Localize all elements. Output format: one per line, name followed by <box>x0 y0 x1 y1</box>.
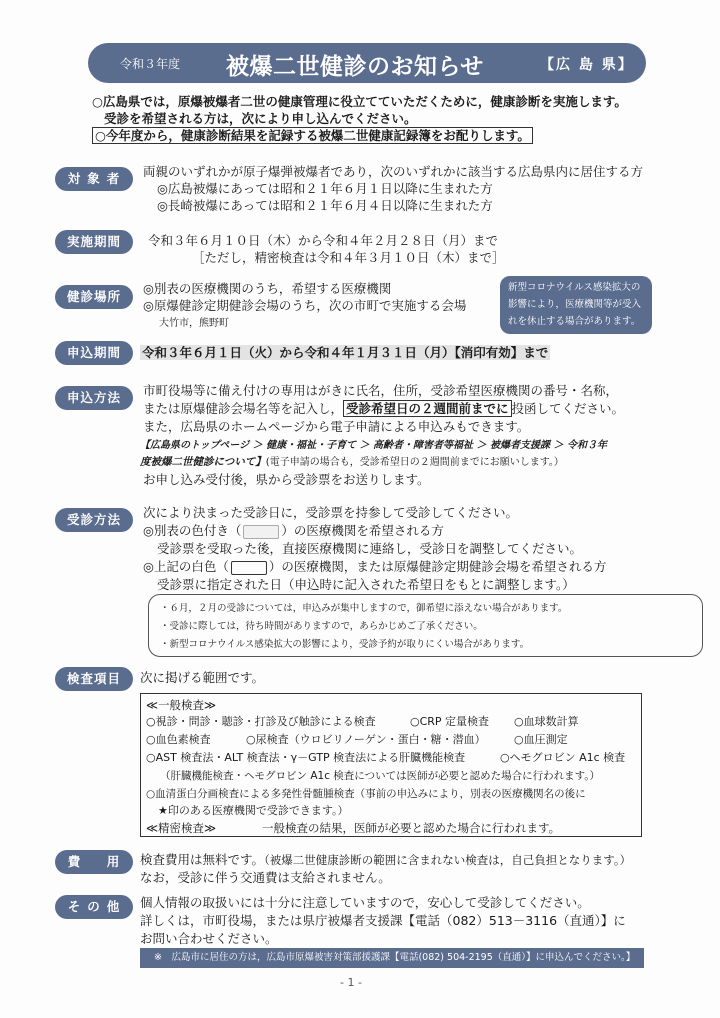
exam-line-5: 受診票に指定された日（申込時に記入された希望日をもとに調整します。） <box>157 577 575 592</box>
page-title: 被爆二世健診のお知らせ <box>226 54 484 80</box>
website-link-path-2: 度被爆二世健診について】(電子申請の場合も，受診希望日の２週間前までにお願いします。） <box>140 456 564 468</box>
item-row4: ○血清蛋白分画検査による多発性骨髄腫検査（事前の申込みにより，別表の医療機関名の後に <box>146 788 586 800</box>
covid-notice-box <box>500 276 652 334</box>
item-row3-note: （肝臓機能検査・ヘモグロビン A1c 検査については医師が必要と認めた場合に行われます。） <box>160 770 601 782</box>
prefecture-label: 【広 島 県】 <box>540 57 634 73</box>
other-line-1: 個人情報の取扱いには十分に注意していますので，安心して受診してください。 <box>140 895 590 910</box>
colored-swatch <box>243 525 279 539</box>
label-apply-method: 申込方法 <box>55 386 133 410</box>
exam-line-1: 次により決まった受診日に，受診票を持参して受診してください。 <box>143 505 519 520</box>
footer-bar: ※ 広島市に居住の方は，広島市原爆被害対策部援護課【電話(082) 504-2195（直通）】に申込んでください。】 <box>140 948 644 968</box>
item-row3-b: ○ヘモグロビン A1c 検査 <box>500 751 626 764</box>
item-row4b: ★印のある医療機関で受診できます。） <box>158 804 349 817</box>
notice-line-2: 影響により，医療機関等が受入 <box>508 299 642 310</box>
apply-line-1: 市町役場等に備え付けの専用はがきに氏名，住所，受診希望医療機関の番号・名称， <box>143 383 619 398</box>
caveat-1: ・６月，２月の受診については，申込みが集中しますので，御希望に添えない場合があります。 <box>160 603 568 614</box>
item-row1-b: ○CRP 定量検査 <box>410 715 490 728</box>
items-intro: 次に掲げる範囲です。 <box>140 670 265 685</box>
label-other: その他 <box>55 895 133 919</box>
detail-heading: ≪精密検査≫ <box>146 821 217 835</box>
item-row2-a: ○血色素検査 <box>146 733 211 746</box>
apply-period-text: 令和３年６月１日（火）から令和４年１月３１日（月）【消印有効】まで <box>142 345 549 360</box>
notice-line-3: れを休止する場合があります。 <box>508 316 641 327</box>
location-cities: 大竹市，熊野町 <box>159 318 229 329</box>
intro-line-3: ○今年度から，健康診断結果を記録する被爆二世健康記録簿をお配りします。 <box>92 128 533 144</box>
item-row1-a: ○視診・問診・聴診・打診及び触診による検査 <box>146 715 376 728</box>
item-row2-b: ○尿検査（ウロビリノーゲン・蛋白・糖・潜血） <box>246 733 486 746</box>
label-target: 対象者 <box>55 167 133 191</box>
exam-line-3: 受診票を受取った後，直接医療機関に連絡し，受診日を調整してください。 <box>157 541 583 556</box>
exam-line-2: ◎別表の色付き（ ）の医療機関を希望される方 <box>143 523 444 538</box>
label-period: 実施期間 <box>55 230 133 254</box>
location-line-1: ◎別表の医療機関のうち，希望する医療機関 <box>143 281 392 296</box>
title-banner <box>88 43 646 83</box>
label-apply-period: 申込期間 <box>55 341 133 365</box>
intro-line-2: 受診を希望される方は，次により申し込んでください。 <box>104 111 417 126</box>
notice-line-1: 新型コロナウイルス感染拡大の <box>508 282 641 293</box>
target-line-3: ◎長崎被爆にあっては昭和２１年６月４日以降に生まれた方 <box>157 198 493 213</box>
apply-line-4: お申し込み受付後，県から受診票をお送りします。 <box>143 472 430 487</box>
location-line-2: ◎原爆健診定期健診会場のうち，次の市町で実施する会場 <box>143 298 467 313</box>
period-line-2: ［ただし，精密検査は令和４年３月１０日（木）まで］ <box>192 250 505 265</box>
apply-line-2: または原爆健診会場名等を記入し， 受診希望日の２週間前までに 投函してください。 <box>143 401 625 416</box>
website-link-path[interactable]: 【広島県のトップページ ＞ 健康・福祉・子育て ＞ 高齢者・障害者等福祉 ＞ 被爆者支援課 ＞ 令和３年 <box>140 440 607 451</box>
general-heading: ≪一般検査≫ <box>146 698 217 712</box>
detail-text: 一般検査の結果，医師が必要と認めた場合に行われます。 <box>262 821 561 835</box>
item-row2-c: ○血圧測定 <box>514 733 568 746</box>
target-line-2: ◎広島被爆にあっては昭和２１年６月１日以降に生まれた方 <box>157 181 493 196</box>
cost-line-1: 検査費用は無料です。（被爆二世健康診断の範囲に含まれない検査は，自己負担となります。） <box>140 852 632 867</box>
other-line-2: 詳しくは，市町役場，または県庁被爆者支援課【電話（082）513－3116（直通）】に <box>140 913 626 928</box>
page-number: - 1 - <box>340 976 362 989</box>
other-line-3: お問い合わせください。 <box>140 931 278 946</box>
item-row1-c: ○血球数計算 <box>514 715 579 728</box>
label-exam-method: 受診方法 <box>55 508 133 532</box>
target-line-1: 両親のいずれかが原子爆弾被爆者であり，次のいずれかに該当する広島県内に居住する方 <box>143 164 644 179</box>
cost-line-2: なお，受診に伴う交通費は支給されません。 <box>140 870 391 885</box>
fiscal-year: 令和３年度 <box>120 57 181 71</box>
apply-line-3: また，広島県のホームページから電子申請による申込みもできます。 <box>143 419 530 434</box>
label-location: 健診場所 <box>55 285 133 309</box>
item-row3-a: ○AST 検査法・ALT 検査法・γ－GTP 検査法による肝臓機能検査 <box>146 751 466 764</box>
exam-line-4: ◎上記の白色（ ）の医療機関，または原爆健診定期健診会場を希望される方 <box>143 559 607 574</box>
caveat-3: ・新型コロナウイルス感染拡大の影響により，受診予約が取りにくい場合があります。 <box>160 639 530 650</box>
caveat-2: ・受診に際しては，待ち時間がありますので，あらかじめご了承ください。 <box>160 621 483 632</box>
label-cost: 費 用 <box>55 850 133 874</box>
period-line-1: 令和３年６月１０日（木）から令和４年２月２８日（月）まで <box>148 233 499 248</box>
white-swatch <box>231 561 267 575</box>
intro-line-1: ○広島県では，原爆被爆者二世の健康管理に役立てていただくために，健康診断を実施します。 <box>92 94 627 109</box>
label-exam-items: 検査項目 <box>55 667 133 691</box>
